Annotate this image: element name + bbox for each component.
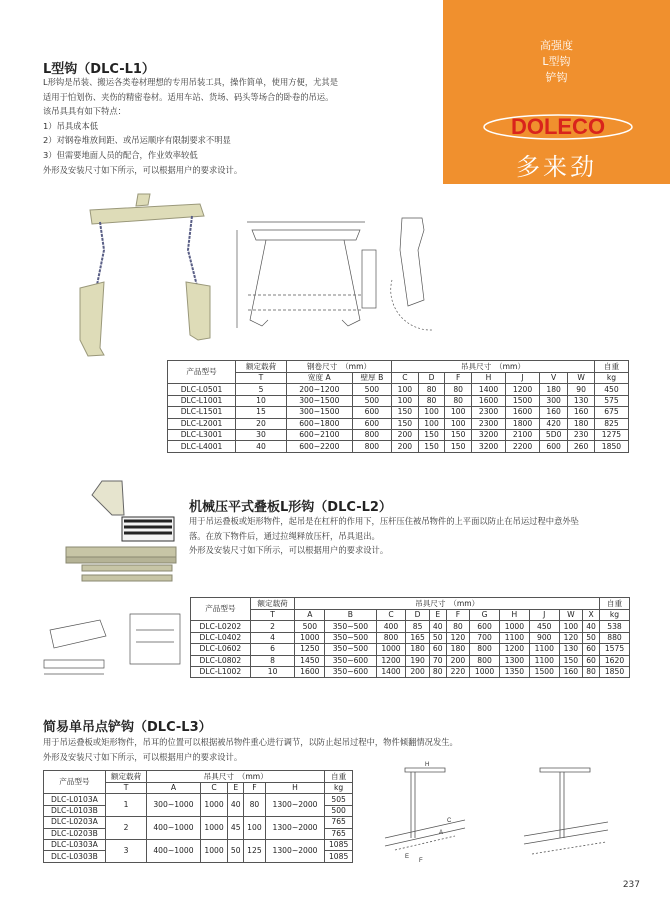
drawing-label: A xyxy=(439,830,444,836)
table-cell: 400~1000 xyxy=(147,817,201,840)
table-cell: 150 xyxy=(559,655,582,666)
col-header-h: H xyxy=(472,373,506,384)
col-header-dims: 吊具尺寸 （mm） xyxy=(295,598,600,610)
table-cell: 800 xyxy=(470,644,500,655)
table-cell: 40 xyxy=(583,621,600,632)
col-header-model: 产品型号 xyxy=(168,361,236,384)
col-header-weight: 自重 xyxy=(325,771,353,783)
col-header-dim: H xyxy=(499,610,529,621)
table-cell: 500 xyxy=(295,621,325,632)
drawing-label: H xyxy=(425,762,430,768)
table-cell: 420 xyxy=(540,418,568,429)
brand-tagline-3: 铲钩 xyxy=(545,71,568,84)
table-cell: 160 xyxy=(568,407,595,418)
table-cell: 1600 xyxy=(295,666,325,677)
table-cell: 180 xyxy=(446,644,469,655)
l3-table-body xyxy=(44,794,353,862)
table-cell: DLC-L0203A xyxy=(44,817,106,828)
table-cell: 10 xyxy=(236,395,287,406)
col-header-load: 额定载荷 xyxy=(250,598,295,610)
col-header-d: D xyxy=(418,373,445,384)
table-cell: 300 xyxy=(540,395,568,406)
brand-tagline-1: 高强度 xyxy=(540,39,573,52)
table-cell: 1085 xyxy=(325,851,353,862)
table-cell: 120 xyxy=(446,632,469,643)
table-cell: 4 xyxy=(250,632,295,643)
table-cell: 600 xyxy=(540,441,568,452)
table-cell: 1000 xyxy=(470,666,500,677)
brand-panel xyxy=(443,0,670,184)
table-cell: 100 xyxy=(392,395,419,406)
table-cell: 200 xyxy=(392,441,419,452)
unit-weight: kg xyxy=(594,373,628,384)
table-cell: 1200 xyxy=(376,655,406,666)
table-cell: 70 xyxy=(429,655,446,666)
table-cell: 1500 xyxy=(506,395,540,406)
section2-intro xyxy=(189,514,579,558)
col-header-coil: 钢卷尺寸 （mm） xyxy=(286,361,391,373)
table-cell: 880 xyxy=(600,632,630,643)
table-cell: 1600 xyxy=(506,407,540,418)
col-header-dim: C xyxy=(376,610,406,621)
table-cell: 350~500 xyxy=(325,644,376,655)
table-cell: DLC-L0103A xyxy=(44,794,106,805)
unit-load: T xyxy=(105,783,146,794)
l1-product-image xyxy=(70,190,220,358)
table-cell: 200~1200 xyxy=(286,384,352,395)
table-cell: 3200 xyxy=(472,429,506,440)
table-cell: 1600 xyxy=(472,395,506,406)
l1-table-body xyxy=(168,384,629,452)
intro-line: 该吊具具有如下特点： xyxy=(43,106,126,117)
table-cell: 505 xyxy=(325,794,353,805)
table-cell: 1200 xyxy=(506,384,540,395)
table-cell: 100 xyxy=(392,384,419,395)
table-cell: 230 xyxy=(568,429,595,440)
table-cell: 190 xyxy=(406,655,429,666)
table-cell: 1800 xyxy=(506,418,540,429)
table-cell: 180 xyxy=(568,418,595,429)
brand-name-cn: 多来劲 xyxy=(516,153,597,181)
table-cell: 200 xyxy=(446,655,469,666)
table-cell: DLC-L0802 xyxy=(191,655,251,666)
table-cell: 350~500 xyxy=(325,621,376,632)
table-cell: 150 xyxy=(418,441,445,452)
col-header-model: 产品型号 xyxy=(191,598,251,621)
col-header-j: J xyxy=(506,373,540,384)
table-cell: 1500 xyxy=(529,666,559,677)
intro-line: 外形及安装尺寸如下所示，可以根据用户的要求设计。 xyxy=(43,164,243,175)
table-cell: 1000 xyxy=(295,632,325,643)
table-cell: 350~600 xyxy=(325,666,376,677)
table-cell: 1300~2000 xyxy=(265,794,325,817)
intro-line: 用于吊运叠板或矩形物件，起吊是在杠杆的作用下，压杆压住被吊物件的上平面以防止在吊运过程中意外坠 xyxy=(189,516,579,526)
l2-table-body xyxy=(191,621,630,678)
table-cell: 1620 xyxy=(600,655,630,666)
intro-line: 落。在放下物件后，通过拉绳释放压杆，吊具退出。 xyxy=(189,530,380,541)
table-cell: 1000 xyxy=(200,794,228,817)
table-cell: 1450 xyxy=(295,655,325,666)
table-cell: 1085 xyxy=(325,839,353,850)
intro-line: 外形及安装尺寸如下所示，可以根据用户的要求设计。 xyxy=(189,545,389,556)
table-row xyxy=(168,429,629,440)
unit-weight: kg xyxy=(600,610,630,621)
col-header-width: 宽度 A xyxy=(286,373,352,384)
table-cell: 150 xyxy=(392,418,419,429)
l2-product-image xyxy=(62,475,182,593)
table-cell: 125 xyxy=(244,839,266,862)
page-number: 237 xyxy=(622,880,640,890)
table-cell: 1300 xyxy=(499,655,529,666)
table-row xyxy=(44,839,353,850)
col-header-a: A xyxy=(147,783,201,794)
col-header-c: C xyxy=(392,373,419,384)
table-cell: 20 xyxy=(236,418,287,429)
section1-intro xyxy=(43,75,338,177)
table-cell: 800 xyxy=(376,632,406,643)
section3-title: 简易单吊点铲钩（DLC-L3） xyxy=(43,720,212,735)
table-cell: 260 xyxy=(568,441,595,452)
table-cell: 80 xyxy=(429,666,446,677)
table-cell: 1000 xyxy=(376,644,406,655)
table-cell: DLC-L0103B xyxy=(44,805,106,816)
drawing-label: E xyxy=(405,854,410,860)
table-cell: 5 xyxy=(236,384,287,395)
table-cell: 100 xyxy=(244,817,266,840)
table-cell: 500 xyxy=(352,384,391,395)
doleco-logo xyxy=(483,113,633,141)
table-cell: 675 xyxy=(594,407,628,418)
table-cell: 100 xyxy=(418,407,445,418)
col-header-dims: 吊具尺寸 （mm） xyxy=(392,361,595,373)
table-cell: 1850 xyxy=(594,441,628,452)
table-cell: 1200 xyxy=(499,644,529,655)
table-cell: 220 xyxy=(446,666,469,677)
table-cell: 1250 xyxy=(295,644,325,655)
table-cell: DLC-L1501 xyxy=(168,407,236,418)
intro-line: 外形及安装尺寸如下所示，可以根据用户的要求设计。 xyxy=(43,751,243,762)
table-cell: 50 xyxy=(583,632,600,643)
col-header-w: W xyxy=(568,373,595,384)
table-cell: 600~2200 xyxy=(286,441,352,452)
table-cell: 600 xyxy=(352,418,391,429)
table-cell: 85 xyxy=(406,621,429,632)
table-cell: 600 xyxy=(352,407,391,418)
table-cell: 165 xyxy=(406,632,429,643)
drawing-label: F xyxy=(419,858,423,864)
table-cell: 50 xyxy=(228,839,244,862)
intro-line: 适用于怕划伤、夹伤的精密卷材。适用车站、货场、码头等场合的卧卷的吊运。 xyxy=(43,91,334,102)
table-cell: 1350 xyxy=(499,666,529,677)
table-cell: 300~1000 xyxy=(147,794,201,817)
table-cell: 600 xyxy=(470,621,500,632)
l2-spec-table xyxy=(190,597,630,678)
table-cell: 8 xyxy=(250,655,295,666)
intro-line: 1）吊具成本低 xyxy=(43,120,99,131)
table-cell: DLC-L0602 xyxy=(191,644,251,655)
table-cell: 40 xyxy=(228,794,244,817)
intro-line: 用于吊运叠板或矩形物件，吊耳的位置可以根据被吊物件重心进行调节，以防止起吊过程中，物件倾翻情况发生。 xyxy=(43,737,458,747)
table-row xyxy=(168,407,629,418)
table-cell: 120 xyxy=(559,632,582,643)
col-header-dim: B xyxy=(325,610,376,621)
table-cell: 1300~2000 xyxy=(265,817,325,840)
col-header-weight: 自重 xyxy=(600,598,630,610)
table-cell: DLC-L0303A xyxy=(44,839,106,850)
table-cell: 300~1500 xyxy=(286,395,352,406)
table-cell: 130 xyxy=(568,395,595,406)
table-cell: 1000 xyxy=(200,839,228,862)
table-row xyxy=(191,655,630,666)
unit-load: T xyxy=(250,610,295,621)
col-header-dim: W xyxy=(559,610,582,621)
table-cell: 15 xyxy=(236,407,287,418)
table-cell: 350~600 xyxy=(325,655,376,666)
table-cell: 80 xyxy=(583,666,600,677)
table-cell: 180 xyxy=(406,644,429,655)
col-header-v: V xyxy=(540,373,568,384)
table-cell: 900 xyxy=(529,632,559,643)
col-header-dim: A xyxy=(295,610,325,621)
section2-title: 机械压平式叠板L形钩（DLC-L2） xyxy=(189,500,392,515)
table-cell: 500 xyxy=(325,805,353,816)
l3-technical-drawing xyxy=(375,758,475,868)
table-cell: 538 xyxy=(600,621,630,632)
intro-line: 3）但需要地面人员的配合，作业效率较低 xyxy=(43,149,198,160)
table-row xyxy=(168,441,629,452)
table-row xyxy=(191,632,630,643)
table-cell: 160 xyxy=(540,407,568,418)
table-cell: 1000 xyxy=(499,621,529,632)
table-cell: 130 xyxy=(559,644,582,655)
table-cell: 60 xyxy=(429,644,446,655)
table-cell: 5D0 xyxy=(540,429,568,440)
col-header-weight: 自重 xyxy=(594,361,628,373)
table-cell: 45 xyxy=(228,817,244,840)
table-cell: DLC-L0202 xyxy=(191,621,251,632)
table-cell: DLC-L0402 xyxy=(191,632,251,643)
table-cell: 1 xyxy=(105,794,146,817)
table-cell: 180 xyxy=(540,384,568,395)
col-header-h: H xyxy=(265,783,325,794)
table-cell: 1575 xyxy=(600,644,630,655)
table-cell: 80 xyxy=(445,384,472,395)
unit-weight: kg xyxy=(325,783,353,794)
table-cell: 40 xyxy=(429,621,446,632)
table-cell: 450 xyxy=(529,621,559,632)
col-header-e: E xyxy=(228,783,244,794)
table-cell: 80 xyxy=(445,395,472,406)
table-cell: 100 xyxy=(418,418,445,429)
table-row xyxy=(44,794,353,805)
col-header-wall: 壁厚 B xyxy=(352,373,391,384)
table-cell: 400 xyxy=(376,621,406,632)
table-cell: 80 xyxy=(244,794,266,817)
table-cell: DLC-L1002 xyxy=(191,666,251,677)
intro-line: 2）对钢卷堆放间距、或吊运顺序有限制要求不明显 xyxy=(43,135,231,146)
table-cell: 1850 xyxy=(600,666,630,677)
table-cell: 10 xyxy=(250,666,295,677)
table-cell: 1000 xyxy=(200,817,228,840)
table-cell: 150 xyxy=(445,429,472,440)
table-cell: 600~2100 xyxy=(286,429,352,440)
l2-technical-drawing xyxy=(40,600,190,680)
table-cell: 800 xyxy=(352,441,391,452)
table-cell: DLC-L0303B xyxy=(44,851,106,862)
table-cell: 800 xyxy=(470,655,500,666)
table-row xyxy=(44,817,353,828)
table-cell: 1100 xyxy=(529,644,559,655)
table-cell: 1100 xyxy=(529,655,559,666)
col-header-dim: G xyxy=(470,610,500,621)
col-header-dim: J xyxy=(529,610,559,621)
table-cell: 100 xyxy=(445,418,472,429)
table-cell: 400~1000 xyxy=(147,839,201,862)
table-cell: 80 xyxy=(418,395,445,406)
col-header-c: C xyxy=(200,783,228,794)
table-cell: 80 xyxy=(446,621,469,632)
table-cell: 300~1500 xyxy=(286,407,352,418)
table-cell: 1275 xyxy=(594,429,628,440)
table-row xyxy=(191,621,630,632)
table-cell: 2300 xyxy=(472,418,506,429)
l1-technical-drawing xyxy=(232,210,442,345)
table-cell: 50 xyxy=(429,632,446,643)
col-header-dim: X xyxy=(583,610,600,621)
table-cell: 40 xyxy=(236,441,287,452)
col-header-model: 产品型号 xyxy=(44,771,106,794)
table-cell: 60 xyxy=(583,644,600,655)
svg-text:DOLECO: DOLECO xyxy=(510,114,606,139)
table-cell: 100 xyxy=(559,621,582,632)
table-cell: 150 xyxy=(418,429,445,440)
table-cell: 350~500 xyxy=(325,632,376,643)
table-cell: 2100 xyxy=(506,429,540,440)
col-header-dim: F xyxy=(446,610,469,621)
table-cell: DLC-L3001 xyxy=(168,429,236,440)
table-cell: 2300 xyxy=(472,407,506,418)
unit-load: T xyxy=(236,373,287,384)
table-cell: 6 xyxy=(250,644,295,655)
table-cell: 2200 xyxy=(506,441,540,452)
section1-title: L型钩（DLC-L1） xyxy=(43,62,155,77)
table-cell: 450 xyxy=(594,384,628,395)
table-cell: 2 xyxy=(250,621,295,632)
table-cell: 800 xyxy=(352,429,391,440)
table-cell: 1300~2000 xyxy=(265,839,325,862)
l3-technical-drawing-side xyxy=(510,758,620,868)
table-cell: DLC-L1001 xyxy=(168,395,236,406)
table-cell: 160 xyxy=(559,666,582,677)
table-cell: 60 xyxy=(583,655,600,666)
table-cell: 1400 xyxy=(376,666,406,677)
col-header-dims: 吊具尺寸 （mm） xyxy=(147,771,325,783)
table-cell: 1100 xyxy=(499,632,529,643)
intro-line: L形钩是吊装、搬运各类卷材理想的专用吊装工具，操作简单，使用方便，尤其是 xyxy=(43,77,339,87)
table-cell: DLC-L4001 xyxy=(168,441,236,452)
drawing-label: C xyxy=(447,818,452,824)
col-header-f: F xyxy=(445,373,472,384)
table-cell: 600~1800 xyxy=(286,418,352,429)
table-cell: 500 xyxy=(352,395,391,406)
table-cell: 150 xyxy=(445,441,472,452)
table-cell: 3200 xyxy=(472,441,506,452)
table-row xyxy=(168,418,629,429)
table-cell: 825 xyxy=(594,418,628,429)
col-header-load: 额定载荷 xyxy=(105,771,146,783)
table-cell: 700 xyxy=(470,632,500,643)
table-cell: DLC-L0203B xyxy=(44,828,106,839)
table-cell: 150 xyxy=(392,407,419,418)
table-cell: 3 xyxy=(105,839,146,862)
table-cell: 80 xyxy=(418,384,445,395)
table-cell: 30 xyxy=(236,429,287,440)
l3-spec-table xyxy=(43,770,353,863)
col-header-dim: D xyxy=(406,610,429,621)
table-cell: 1400 xyxy=(472,384,506,395)
col-header-dim: E xyxy=(429,610,446,621)
table-cell: 100 xyxy=(445,407,472,418)
table-row xyxy=(168,384,629,395)
table-cell: DLC-L2001 xyxy=(168,418,236,429)
table-cell: 2 xyxy=(105,817,146,840)
table-cell: DLC-L0501 xyxy=(168,384,236,395)
table-cell: 90 xyxy=(568,384,595,395)
l1-spec-table xyxy=(167,360,629,453)
col-header-f: F xyxy=(244,783,266,794)
brand-tagline-2: L型钩 xyxy=(542,55,571,68)
col-header-load: 额定载荷 xyxy=(236,361,287,373)
table-cell: 200 xyxy=(392,429,419,440)
table-cell: 765 xyxy=(325,817,353,828)
table-row xyxy=(191,666,630,677)
table-cell: 765 xyxy=(325,828,353,839)
table-cell: 200 xyxy=(406,666,429,677)
table-row xyxy=(191,644,630,655)
table-cell: 575 xyxy=(594,395,628,406)
table-row xyxy=(168,395,629,406)
